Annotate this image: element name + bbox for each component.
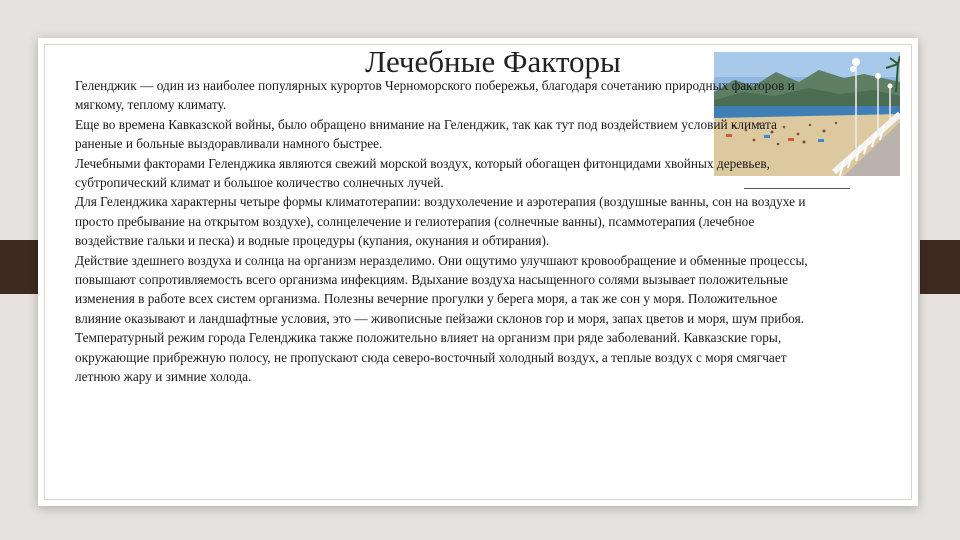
paragraph: Еще во времена Кавказской войны, было обращено внимание на Геленджик, так как тут под воздействием условий климата раненые и больные выздоравливали намного быстрее.: [75, 116, 777, 152]
paragraph: Для Геленджика характерны четыре формы климатотерапии: воздухолечение и аэротерапия (воздушные ванны, сон на воздухе и просто пребывание на открытом воздухе), солнцелечение и гелиотерапия (солнечные ванны), псаммотерапия (лечебное воздействие гальки и песка) и водные процедуры (купания, окунания и обтирания).: [75, 194, 806, 249]
paragraph: Действие здешнего воздуха и солнца на организм неразделимо. Они ощутимо улучшают кровообращение и обменные процессы, повышают сопротивляемость всего организма инфекциям. Вдыхание воздуха насыщенного солями вызывает положительные изменения в работе всех систем организма. Полезны вечерние прогулки у берега моря, а так же сон у моря. Положительное влияние оказывают и ландшафтные условия, это — живописные пейзажи склонов гор и моря, запах цветов и моря, шум прибоя.: [75, 252, 808, 326]
paragraph: Лечебными факторами Геленджика являются свежий морской воздух, который обогащен фитонцидами хвойных деревьев, субтропический климат и большое количество солнечных лучей.: [75, 155, 771, 191]
decorative-band-right: [920, 240, 960, 294]
paragraph: Геленджик — один из наиболее популярных курортов Черноморского побережья, благодаря сочетанию природных факторов и мягкому, теплому климату.: [75, 78, 795, 113]
decorative-band-left: [0, 240, 40, 294]
paragraph: Температурный режим города Геленджика также положительно влияет на организм при ряде заболеваний. Кавказские горы, окружающие прибрежную полосу, не пропускают сюда северо-восточный холодный воздух, а теплые воздух с моря смягчает летнюю жару и зимние холода.: [75, 330, 787, 385]
slide-card: [38, 38, 918, 506]
slide-title: Лечебные Факторы: [365, 44, 621, 79]
slide-body-text: [75, 76, 808, 387]
photo-caption-line: [744, 188, 850, 189]
